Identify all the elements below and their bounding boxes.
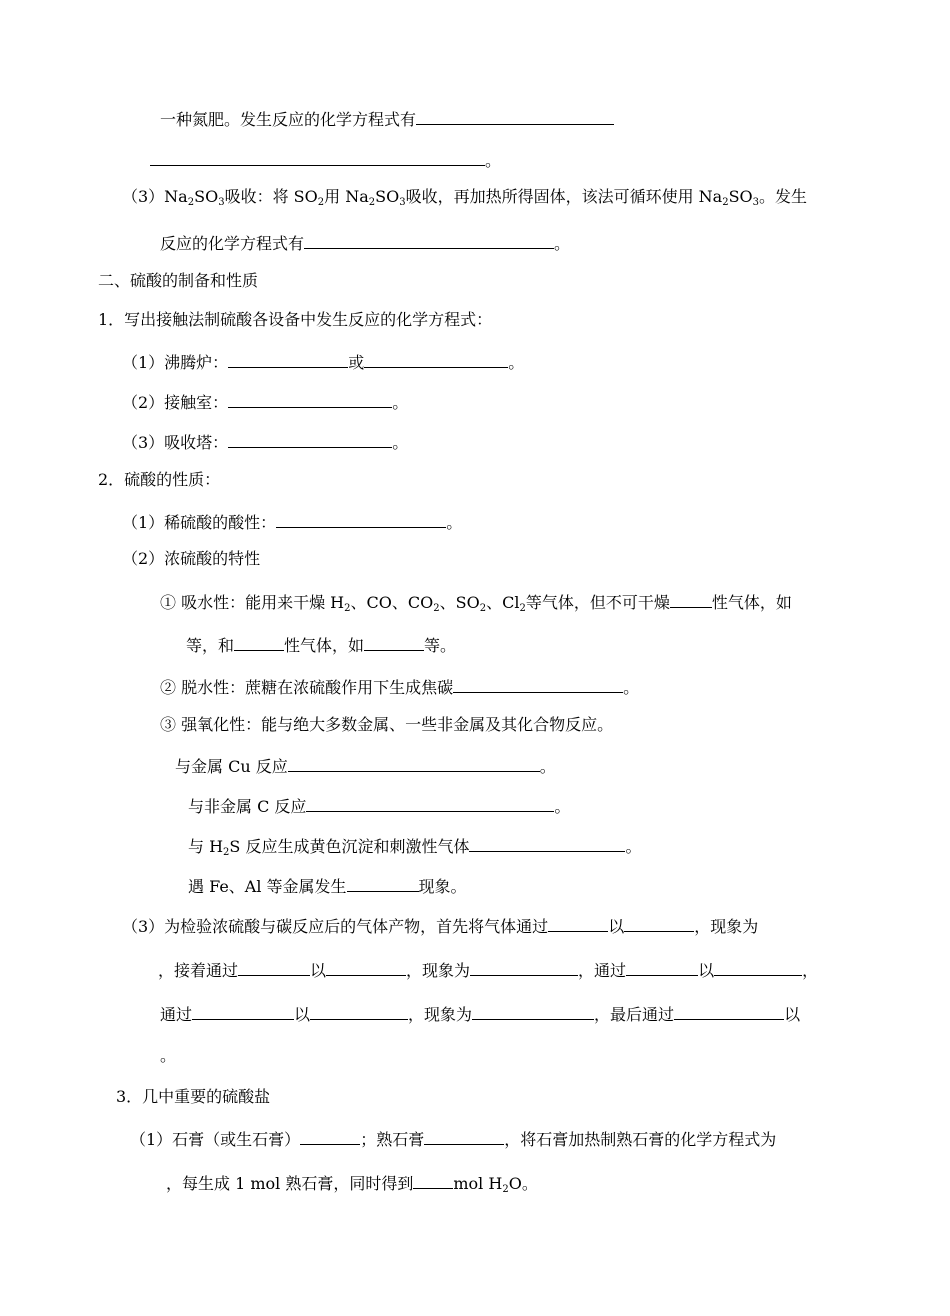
answer-blank[interactable] [310,1002,408,1020]
line-nitrogen-fertilizer: 一种氮肥。发生反应的化学方程式有 [160,107,614,130]
line-equation-continuation: 。 [150,148,501,171]
line-boiling-furnace: （1）沸腾炉： 或 。 [122,350,524,373]
answer-blank[interactable] [234,633,284,651]
line-dilute-acid: （1）稀硫酸的酸性： 。 [122,510,462,533]
line-gypsum-water: ，每生成 1 mol 熟石膏，同时得到 mol $H_2O$。 [166,1171,538,1194]
answer-blank[interactable] [238,958,310,976]
answer-blank[interactable] [192,1002,294,1020]
answer-blank[interactable] [453,675,623,693]
answer-blank[interactable] [288,754,540,772]
answer-blank[interactable] [347,874,419,892]
answer-blank[interactable] [424,1127,504,1145]
answer-blank[interactable] [416,107,614,125]
line-absorption-tower: （3）吸收塔： 。 [122,430,408,453]
question-1: 1．写出接触法制硫酸各设备中发生反应的化学方程式： [98,310,493,329]
line-h2s-reaction: 与 $H_2S$ 反应生成黄色沉淀和刺激性气体 。 [188,834,642,857]
line-contact-chamber: （2）接触室： 。 [122,390,408,413]
line-gas-detection-cont1: ，接着通过 以 ，现象为 ，通过 以 ， [158,958,818,981]
line-copper-reaction: 与金属 Cu 反应 。 [175,754,556,777]
line-passivation: 遇 Fe、Al 等金属发生 现象。 [188,874,467,897]
answer-blank[interactable] [674,1002,784,1020]
line-carbon-reaction: 与非金属 C 反应 。 [188,794,570,817]
answer-blank[interactable] [228,350,348,368]
answer-blank[interactable] [326,958,406,976]
line-gas-detection: （3）为检验浓硫酸与碳反应后的气体产物，首先将气体通过 以 ，现象为 [122,914,758,937]
answer-blank[interactable] [469,834,625,852]
line-concentrated-acid: （2）浓硫酸的特性 [122,549,261,568]
answer-blank[interactable] [364,633,424,651]
question-3: 3．几中重要的硫酸盐 [116,1087,271,1106]
line-dehydration: ② 脱水性：蔗糖在浓硫酸作用下生成焦碳 。 [160,675,639,698]
answer-blank[interactable] [626,958,698,976]
answer-blank[interactable] [714,958,802,976]
answer-blank[interactable] [276,510,446,528]
answer-blank[interactable] [304,231,554,249]
answer-blank[interactable] [548,914,608,932]
line-water-absorption: ① 吸水性：能用来干燥 $H_2$、CO、$CO_2$、$SO_2$、$Cl_2$等气体，但不可干燥 性气体，如 [160,590,792,613]
answer-blank[interactable] [306,794,554,812]
line-gas-detection-end: 。 [160,1046,177,1065]
line-water-absorption-cont: 等，和 性气体，如 等。 [186,633,456,656]
line-na2so3-absorption: $(3)Na_2SO_3$吸收：将 $SO_2$用 $Na_2SO_3$吸收，再加热所得固体，该法可循环使用 $Na_2SO_3$。发生 [122,187,808,208]
question-2: 2．硫酸的性质： [98,470,221,489]
line-strong-oxidation: ③ 强氧化性：能与绝大多数金属、一些非金属及其化合物反应。 [160,715,614,734]
answer-blank[interactable] [228,390,392,408]
answer-blank[interactable] [470,958,578,976]
line-reaction-equation: 反应的化学方程式有 。 [160,231,570,254]
answer-blank[interactable] [670,590,712,608]
section-heading-sulfuric-acid: 二、硫酸的制备和性质 [98,271,259,290]
answer-blank[interactable] [150,148,485,166]
answer-blank[interactable] [413,1171,453,1189]
answer-blank[interactable] [472,1002,594,1020]
answer-blank[interactable] [300,1127,360,1145]
answer-blank[interactable] [624,914,694,932]
line-gypsum: （1）石膏（或生石膏） ；熟石膏 ，将石膏加热制熟石膏的化学方程式为 [130,1127,776,1150]
answer-blank[interactable] [228,430,392,448]
line-gas-detection-cont2: 通过 以 ，现象为 ，最后通过 以 [160,1002,800,1025]
answer-blank[interactable] [364,350,508,368]
